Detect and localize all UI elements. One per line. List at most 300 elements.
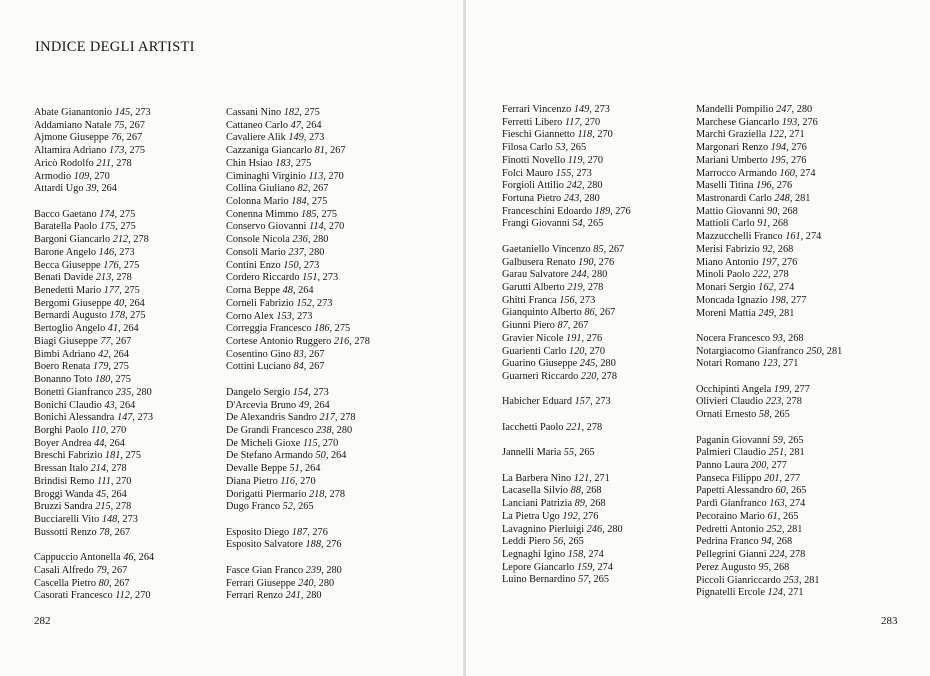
artist-name: Garau Salvatore [502, 269, 569, 281]
bio-page-ref: 109 [73, 170, 90, 182]
work-page-ref: , 267 [110, 335, 132, 347]
index-entry [502, 180, 631, 193]
index-entry [502, 282, 631, 295]
artist-name: Console Nicola [226, 234, 290, 246]
work-page-ref: , 270 [110, 475, 132, 487]
artist-name: Pecoraino Mario [696, 510, 765, 522]
artist-name: Jannelli Maria [502, 447, 562, 459]
index-title: INDICE DEGLI ARTISTI [35, 39, 195, 55]
index-entry [696, 168, 842, 181]
artist-name: Guarino Giuseppe [502, 358, 578, 370]
index-entry [502, 129, 631, 142]
index-entry [34, 120, 154, 133]
artist-name: Franceschini Edoardo [502, 205, 593, 217]
artist-name: Dugo Franco [226, 501, 281, 513]
artist-name: Ferretti Libero [502, 116, 563, 128]
artist-name: Corneli Fabrizio [226, 297, 294, 309]
index-entry [502, 473, 631, 486]
artist-name: Bressan Italo [34, 463, 89, 475]
work-page-ref: , 273 [317, 272, 339, 284]
index-entry [696, 282, 842, 295]
bio-page-ref: 82 [297, 183, 308, 195]
artist-name: La Pietra Ugo [502, 510, 560, 522]
work-page-ref: , 265 [563, 536, 584, 548]
index-entry [226, 221, 370, 234]
index-entry [696, 244, 842, 257]
artist-name: Marrocco Armando [696, 167, 777, 179]
artist-name: Mandelli Pompilio [696, 104, 774, 115]
bio-page-ref: 85 [593, 243, 604, 255]
artist-name: Altamira Adriano [34, 145, 107, 157]
artist-name: Gianquinto Alberto [502, 307, 582, 319]
bio-page-ref: 186 [314, 323, 330, 335]
index-entry [34, 145, 154, 158]
bio-page-ref: 185 [300, 208, 317, 220]
artist-name: Notargiacomo Gianfranco [696, 345, 804, 357]
artist-name: Casorati Francesco [34, 590, 113, 602]
index-entry [502, 447, 631, 460]
bio-page-ref: 44 [94, 437, 105, 449]
letter-group [34, 209, 154, 540]
letter-group [696, 384, 842, 422]
bio-page-ref: 153 [276, 310, 292, 322]
artist-name: Cascella Pietro [34, 577, 97, 589]
bio-page-ref: 214 [90, 463, 107, 475]
artist-name: De Grandi Francesco [226, 424, 314, 436]
index-entry [502, 257, 631, 270]
artist-name: Cortese Antonio Ruggero [226, 335, 332, 347]
index-entry [226, 272, 370, 285]
index-entry [34, 158, 154, 171]
artist-name: Fortuna Pietro [502, 193, 562, 205]
work-page-ref: , 264 [325, 450, 347, 462]
index-entry [502, 511, 631, 524]
artist-name: Gaetaniello Vincenzo [502, 243, 591, 255]
index-entry [226, 209, 370, 222]
artist-name: Benati Davide [34, 272, 94, 284]
artist-name: Gravier Nicole [502, 332, 564, 344]
artist-name: Bruzzi Sandra [34, 501, 93, 513]
work-page-ref: , 275 [115, 221, 136, 233]
artist-name: Cottini Luciano [226, 361, 291, 373]
artist-name: Dangelo Sergio [226, 386, 291, 398]
index-entry [226, 158, 370, 171]
index-entry [34, 247, 154, 260]
artist-name: Panno Laura [696, 460, 749, 472]
bio-page-ref: 216 [333, 335, 350, 347]
bio-page-ref: 192 [562, 510, 578, 522]
work-page-ref: , 274 [800, 231, 822, 243]
bio-page-ref: 183 [275, 157, 291, 169]
work-page-ref: , 267 [109, 526, 131, 538]
artist-name: Mattio Giovanni [696, 205, 765, 217]
index-column-3 [502, 104, 631, 600]
work-page-ref: , 273 [571, 167, 592, 179]
artist-name: Cazzaniga Giancarlo [226, 145, 313, 157]
work-page-ref: , 276 [307, 526, 328, 538]
work-page-ref: , 265 [292, 501, 314, 513]
work-page-ref: , 265 [582, 218, 604, 230]
artist-name: Marchi Graziella [696, 129, 767, 141]
bio-page-ref: 193 [781, 116, 798, 128]
bio-page-ref: 46 [123, 552, 134, 564]
index-entry [226, 247, 370, 260]
index-entry [226, 578, 370, 591]
artist-name: Folci Mauro [502, 167, 554, 179]
index-entry [696, 257, 842, 270]
bio-page-ref: 219 [567, 282, 583, 294]
work-page-ref: , 264 [124, 297, 145, 309]
index-entry [226, 387, 370, 400]
index-entry [34, 107, 154, 120]
bio-page-ref: 158 [567, 549, 584, 560]
index-entry [34, 412, 154, 425]
artist-name: Palmieri Claudio [696, 447, 767, 459]
index-entry [696, 384, 842, 397]
artist-name: Ferrari Vincenzo [502, 104, 572, 115]
index-entry [696, 206, 842, 219]
index-entry [34, 374, 154, 387]
work-page-ref: , 276 [581, 332, 603, 344]
index-entry [696, 218, 842, 231]
artist-name: Garutti Alberto [502, 282, 565, 294]
bio-page-ref: 40 [113, 297, 125, 309]
letter-group [226, 527, 370, 552]
artist-name: De Stefano Armando [226, 450, 313, 462]
bio-page-ref: 222 [752, 269, 769, 281]
bio-page-ref: 75 [114, 119, 125, 131]
work-page-ref: , 275 [316, 208, 337, 220]
artist-name: Bimbi Adriano [34, 348, 96, 360]
artist-name: Baratella Paolo [34, 221, 98, 233]
work-page-ref: , 275 [110, 374, 131, 386]
artist-name: Forgioli Attilio [502, 180, 564, 192]
work-page-ref: , 278 [349, 335, 370, 347]
artist-name: Addamiano Natale [34, 119, 112, 131]
artist-name: Benedetti Mario [34, 285, 102, 297]
bio-page-ref: 154 [292, 386, 309, 398]
bio-page-ref: 145 [114, 107, 131, 118]
index-entry [34, 578, 154, 591]
work-page-ref: , 280 [300, 590, 322, 602]
bio-page-ref: 175 [99, 221, 116, 233]
bio-page-ref: 78 [99, 526, 110, 538]
bio-page-ref: 147 [116, 412, 133, 424]
bio-page-ref: 163 [769, 498, 785, 510]
work-page-ref: , 265 [785, 485, 807, 497]
index-entry [696, 269, 842, 282]
index-entry [34, 489, 154, 502]
work-page-ref: , 265 [769, 409, 790, 421]
bio-page-ref: 184 [291, 196, 307, 208]
work-page-ref: , 278 [582, 282, 604, 294]
artist-name: Pardi Gianfranco [696, 498, 767, 510]
artist-name: Fasce Gian Franco [226, 564, 304, 576]
bio-page-ref: 156 [559, 294, 575, 306]
index-entry [34, 132, 154, 145]
work-page-ref: , 267 [121, 132, 143, 144]
index-entry [502, 562, 631, 575]
artist-name: Luino Bernardino [502, 574, 576, 586]
index-entry [502, 142, 631, 155]
index-entry [226, 336, 370, 349]
index-entry [34, 221, 154, 234]
bio-page-ref: 60 [775, 485, 786, 497]
index-entry [502, 371, 631, 384]
index-entry [502, 269, 631, 282]
bio-page-ref: 239 [305, 564, 322, 576]
bio-page-ref: 118 [577, 129, 593, 141]
bio-page-ref: 48 [282, 285, 293, 297]
artist-name: Bargoni Giancarlo [34, 234, 111, 246]
work-page-ref: , 280 [595, 358, 616, 370]
letter-group [696, 435, 842, 600]
work-page-ref: , 273 [311, 297, 333, 309]
work-page-ref: , 280 [579, 193, 600, 205]
artist-name: Finotti Novello [502, 154, 566, 166]
index-entry [696, 524, 842, 537]
work-page-ref: , 271 [777, 358, 799, 370]
work-page-ref: , 265 [777, 510, 799, 522]
bio-page-ref: 58 [758, 409, 770, 421]
index-column-1 [34, 107, 154, 616]
work-page-ref: , 265 [782, 434, 804, 446]
bio-page-ref: 113 [308, 170, 324, 182]
bio-page-ref: 111 [96, 475, 111, 487]
artist-name: Diana Pietro [226, 475, 278, 487]
bio-page-ref: 49 [298, 399, 310, 411]
work-page-ref: , 274 [794, 167, 816, 179]
bio-page-ref: 61 [767, 510, 778, 522]
bio-page-ref: 199 [773, 383, 790, 395]
index-entry [226, 425, 370, 438]
bio-page-ref: 253 [783, 574, 799, 586]
index-entry [502, 346, 631, 359]
work-page-ref: , 275 [120, 450, 141, 462]
artist-name: Corna Beppe [226, 285, 281, 297]
work-page-ref: , 278 [768, 269, 789, 281]
bio-page-ref: 176 [103, 259, 119, 271]
bio-page-ref: 151 [302, 272, 318, 284]
artist-name: Broggi Wanda [34, 488, 94, 500]
bio-page-ref: 55 [563, 447, 575, 459]
index-entry [696, 104, 842, 117]
artist-name: Guarienti Carlo [502, 345, 567, 357]
artist-name: Bonichi Alessandra [34, 412, 115, 424]
work-page-ref: , 264 [106, 488, 127, 500]
index-entry [226, 463, 370, 476]
artist-name: Ferrari Renzo [226, 590, 283, 602]
bio-page-ref: 242 [566, 180, 582, 192]
bio-page-ref: 250 [806, 345, 822, 357]
bio-page-ref: 52 [282, 501, 293, 513]
bio-page-ref: 89 [574, 498, 585, 510]
artist-name: Cosentino Gino [226, 348, 291, 360]
artist-name: Moreni Mattia [696, 307, 756, 319]
index-entry [696, 409, 842, 422]
letter-group [696, 104, 842, 320]
artist-name: Lacasella Silvio [502, 485, 569, 497]
artist-name: Nocera Francesco [696, 332, 771, 344]
work-page-ref: , 278 [784, 549, 806, 561]
index-entry [502, 524, 631, 537]
artist-name: Panseca Filippo [696, 472, 762, 484]
index-entry [696, 460, 842, 473]
bio-page-ref: 124 [767, 587, 783, 599]
bio-page-ref: 238 [316, 424, 332, 436]
work-page-ref: , 276 [610, 205, 631, 217]
work-page-ref: , 267 [106, 564, 128, 576]
bio-page-ref: 220 [580, 371, 597, 383]
artist-name: Consoli Mario [226, 246, 286, 258]
artist-name: Mastronardi Carlo [696, 193, 772, 205]
artist-name: Corno Alex [226, 310, 274, 322]
index-entry [34, 501, 154, 514]
index-entry [502, 307, 631, 320]
bio-page-ref: 197 [761, 256, 777, 268]
work-page-ref: , 270 [323, 221, 345, 233]
index-entry [34, 565, 154, 578]
work-page-ref: , 274 [592, 561, 613, 573]
index-entry [226, 400, 370, 413]
index-entry [34, 476, 154, 489]
bio-page-ref: 119 [567, 154, 583, 166]
work-page-ref: , 274 [773, 282, 795, 294]
bio-page-ref: 178 [109, 310, 125, 322]
index-entry [502, 422, 631, 435]
index-entry [34, 425, 154, 438]
bio-page-ref: 157 [574, 396, 591, 408]
artist-name: Perez Augusto [696, 561, 756, 573]
artist-name: Lepore Giancarlo [502, 561, 575, 573]
index-entry [696, 485, 842, 498]
bio-page-ref: 93 [772, 332, 783, 344]
bio-page-ref: 198 [770, 294, 786, 306]
artist-name: Maselli Titina [696, 180, 754, 192]
artist-name: Guarneri Riccardo [502, 371, 579, 383]
bio-page-ref: 240 [298, 577, 314, 589]
work-page-ref: , 270 [592, 129, 613, 141]
artist-name: Abate Gianantonio [34, 107, 113, 118]
artist-name: Ghitti Franca [502, 294, 557, 306]
index-entry [34, 183, 154, 196]
artist-name: Contini Enzo [226, 259, 281, 271]
work-page-ref: , 275 [299, 107, 320, 118]
letter-group [226, 107, 370, 374]
work-page-ref: , 273 [298, 259, 320, 271]
bio-page-ref: 39 [86, 183, 97, 195]
work-page-ref: , 270 [295, 475, 316, 487]
bio-page-ref: 212 [112, 234, 129, 246]
work-page-ref: , 273 [303, 132, 325, 144]
index-entry [696, 536, 842, 549]
work-page-ref: , 277 [779, 472, 801, 484]
index-entry [502, 320, 631, 333]
artist-name: Legnaghi Igino [502, 549, 566, 560]
index-entry [34, 590, 154, 603]
bio-page-ref: 188 [305, 539, 321, 551]
work-page-ref: , 280 [602, 523, 623, 535]
work-page-ref: , 265 [565, 142, 587, 154]
bio-page-ref: 50 [315, 450, 326, 462]
artist-name: Merisi Fabrizio [696, 243, 760, 255]
artist-name: Barone Angelo [34, 246, 97, 258]
artist-name: Galbusera Renato [502, 256, 576, 268]
work-page-ref: , 276 [797, 116, 818, 128]
bio-page-ref: 177 [103, 285, 120, 297]
index-entry [696, 308, 842, 321]
artist-name: Mattioli Carlo [696, 218, 755, 230]
index-entry [226, 234, 370, 247]
bio-page-ref: 43 [104, 399, 115, 411]
work-page-ref: , 275 [119, 285, 140, 297]
bio-page-ref: 83 [293, 348, 304, 360]
artist-name: Boyer Andrea [34, 437, 92, 449]
work-page-ref: , 268 [782, 332, 804, 344]
artist-name: Ferrari Giuseppe [226, 577, 296, 589]
artist-name: D'Arcevia Bruno [226, 399, 297, 411]
bio-page-ref: 84 [293, 361, 304, 373]
bio-page-ref: 187 [291, 526, 308, 538]
artist-name: Bucciarelli Vito [34, 513, 100, 525]
bio-page-ref: 241 [285, 590, 301, 602]
bio-page-ref: 173 [108, 145, 125, 157]
artist-name: Mazzucchelli Franco [696, 231, 783, 243]
bio-page-ref: 150 [283, 259, 299, 271]
letter-group [502, 104, 631, 231]
bio-page-ref: 79 [96, 564, 107, 576]
index-entry [34, 552, 154, 565]
bio-page-ref: 123 [762, 358, 778, 370]
bio-page-ref: 76 [111, 132, 122, 144]
work-page-ref: , 280 [313, 577, 335, 589]
bio-page-ref: 243 [563, 193, 580, 205]
artist-name: De Alexandris Sandro [226, 412, 317, 424]
artist-name: Paganin Giovanni [696, 434, 771, 446]
index-entry [226, 450, 370, 463]
bio-page-ref: 236 [292, 234, 308, 246]
letter-group [34, 552, 154, 603]
index-entry [226, 323, 370, 336]
index-entry [696, 358, 842, 371]
work-page-ref: , 281 [773, 307, 795, 319]
index-entry [696, 142, 842, 155]
artist-name: Pellegrini Gianni [696, 549, 767, 561]
work-page-ref: , 271 [589, 472, 610, 484]
bio-page-ref: 174 [99, 208, 115, 220]
bio-page-ref: 247 [776, 104, 792, 115]
letter-group [226, 387, 370, 514]
index-entry [502, 574, 631, 587]
work-page-ref: , 270 [582, 154, 604, 166]
artist-name: Bonanno Toto [34, 374, 93, 386]
artist-name: Ciminaghi Virginio [226, 170, 306, 182]
bio-page-ref: 211 [96, 157, 112, 169]
work-page-ref: , 268 [580, 485, 602, 497]
artist-name: Lanciani Patrizia [502, 498, 573, 510]
index-entry [502, 193, 631, 206]
index-entry [34, 285, 154, 298]
letter-group [502, 447, 631, 460]
bio-page-ref: 248 [774, 193, 790, 205]
work-page-ref: , 273 [291, 310, 313, 322]
index-entry [696, 346, 842, 359]
work-page-ref: , 267 [324, 145, 346, 157]
bio-page-ref: 94 [761, 536, 772, 548]
work-page-ref: , 270 [579, 116, 601, 128]
bio-page-ref: 194 [770, 142, 787, 154]
index-entry [502, 218, 631, 231]
